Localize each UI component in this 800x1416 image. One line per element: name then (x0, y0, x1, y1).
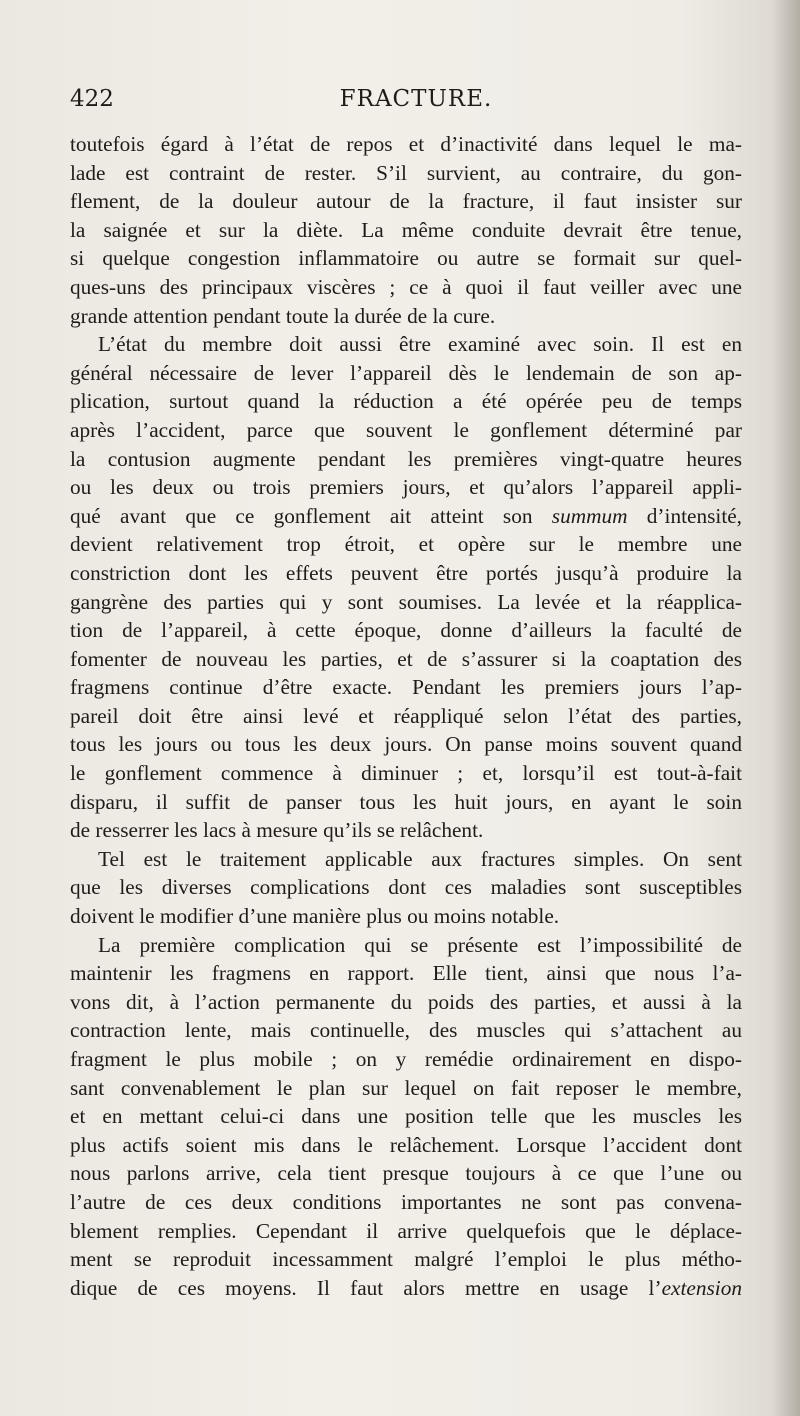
text-line: que les diverses complications dont ces maladies sont susceptibles (70, 875, 742, 900)
text-line: la contusion augmente pendant les premières vingt-quatre heures (70, 446, 742, 471)
paragraph (70, 330, 742, 845)
text-line: qué avant que ce gonflement ait atteint son summum d’intensité, (70, 503, 742, 528)
text-line: plus actifs soient mis dans le relâchement. Lorsque l’accident dont (70, 1132, 742, 1157)
text-line: le gonflement commence à diminuer ; et, lorsqu’il est tout-à-fait (70, 761, 742, 786)
text-line: vons dit, à l’action permanente du poids des parties, et aussi à la (70, 989, 742, 1014)
text-line: gangrène des parties qui y sont soumises. La levée et la réapplica- (70, 589, 742, 614)
text-line: ment se reproduit incessamment malgré l’emploi le plus métho- (70, 1247, 742, 1272)
body-text (70, 130, 742, 1302)
text-line: pareil doit être ainsi levé et réappliqué selon l’état des parties, (70, 703, 742, 728)
text-line: maintenir les fragmens en rapport. Elle tient, ainsi que nous l’a- (70, 961, 742, 986)
page-edge-shadow (772, 0, 800, 1416)
text-line: de resserrer les lacs à mesure qu’ils se relâchent. (70, 818, 484, 843)
text-line: ou les deux ou trois premiers jours, et qu’alors l’appareil appli- (70, 475, 742, 500)
text-line: l’autre de ces deux conditions importantes ne sont pas convena- (70, 1189, 742, 1214)
text-line: tous les jours ou tous les deux jours. On panse moins souvent quand (70, 732, 742, 757)
text-line: doivent le modifier d’une manière plus ou moins notable. (70, 904, 560, 929)
text-line: toutefois égard à l’état de repos et d’inactivité dans lequel le ma- (70, 132, 742, 156)
text-line: nous parlons arrive, cela tient presque toujours à ce que l’une ou (70, 1161, 742, 1186)
text-line: blement remplies. Cependant il arrive quelquefois que le déplace- (70, 1218, 742, 1243)
text-line: la saignée et sur la diète. La même conduite devrait être tenue, (70, 217, 742, 242)
page-header (70, 86, 742, 118)
paragraph (70, 845, 742, 931)
text-line: La première complication qui se présente est l’impossibilité de (98, 932, 742, 957)
text-line: lade est contraint de rester. S’il survient, au contraire, du gon- (70, 160, 742, 185)
text-line: tion de l’appareil, à cette époque, donne d’ailleurs la faculté de (70, 618, 742, 643)
paragraph (70, 931, 742, 1303)
text-line: constriction dont les effets peuvent être portés jusqu’à produire la (70, 560, 742, 585)
text-line: disparu, il suffit de panser tous les huit jours, en ayant le soin (70, 789, 742, 814)
text-line: ques-uns des principaux viscères ; ce à quoi il faut veiller avec une (70, 274, 742, 299)
page-number: 422 (70, 86, 114, 112)
text-line: général nécessaire de lever l’appareil dès le lendemain de son ap- (70, 360, 742, 385)
text-line: dique de ces moyens. Il faut alors mettre en usage l’extension (70, 1275, 742, 1300)
text-line: contraction lente, mais continuelle, des muscles qui s’attachent au (70, 1018, 742, 1043)
text-line: et en mettant celui-ci dans une position telle que les muscles les (70, 1104, 742, 1129)
text-line: fragmens continue d’être exacte. Pendant les premiers jours l’ap- (70, 675, 742, 700)
running-title: FRACTURE. (339, 86, 493, 112)
text-line: flement, de la douleur autour de la fracture, il faut insister sur (70, 189, 742, 214)
text-line: fragment le plus mobile ; on y remédie ordinairement en dispo- (70, 1047, 742, 1071)
paragraph (70, 130, 742, 330)
text-line: Tel est le traitement applicable aux fractures simples. On sent (98, 846, 742, 871)
text-line: sant convenablement le plan sur lequel on fait reposer le membre, (70, 1075, 742, 1100)
text-line: devient relativement trop étroit, et opère sur le membre une (70, 532, 742, 557)
text-line: grande attention pendant toute la durée de la cure. (70, 303, 496, 328)
text-line: si quelque congestion inflammatoire ou autre se formait sur quel- (70, 246, 742, 271)
text-line: plication, surtout quand la réduction a été opérée peu de temps (70, 389, 742, 414)
text-line: fomenter de nouveau les parties, et de s’assurer si la coaptation des (70, 646, 742, 671)
text-line: L’état du membre doit aussi être examiné avec soin. Il est en (98, 332, 742, 357)
text-line: après l’accident, parce que souvent le gonflement déterminé par (70, 417, 742, 442)
